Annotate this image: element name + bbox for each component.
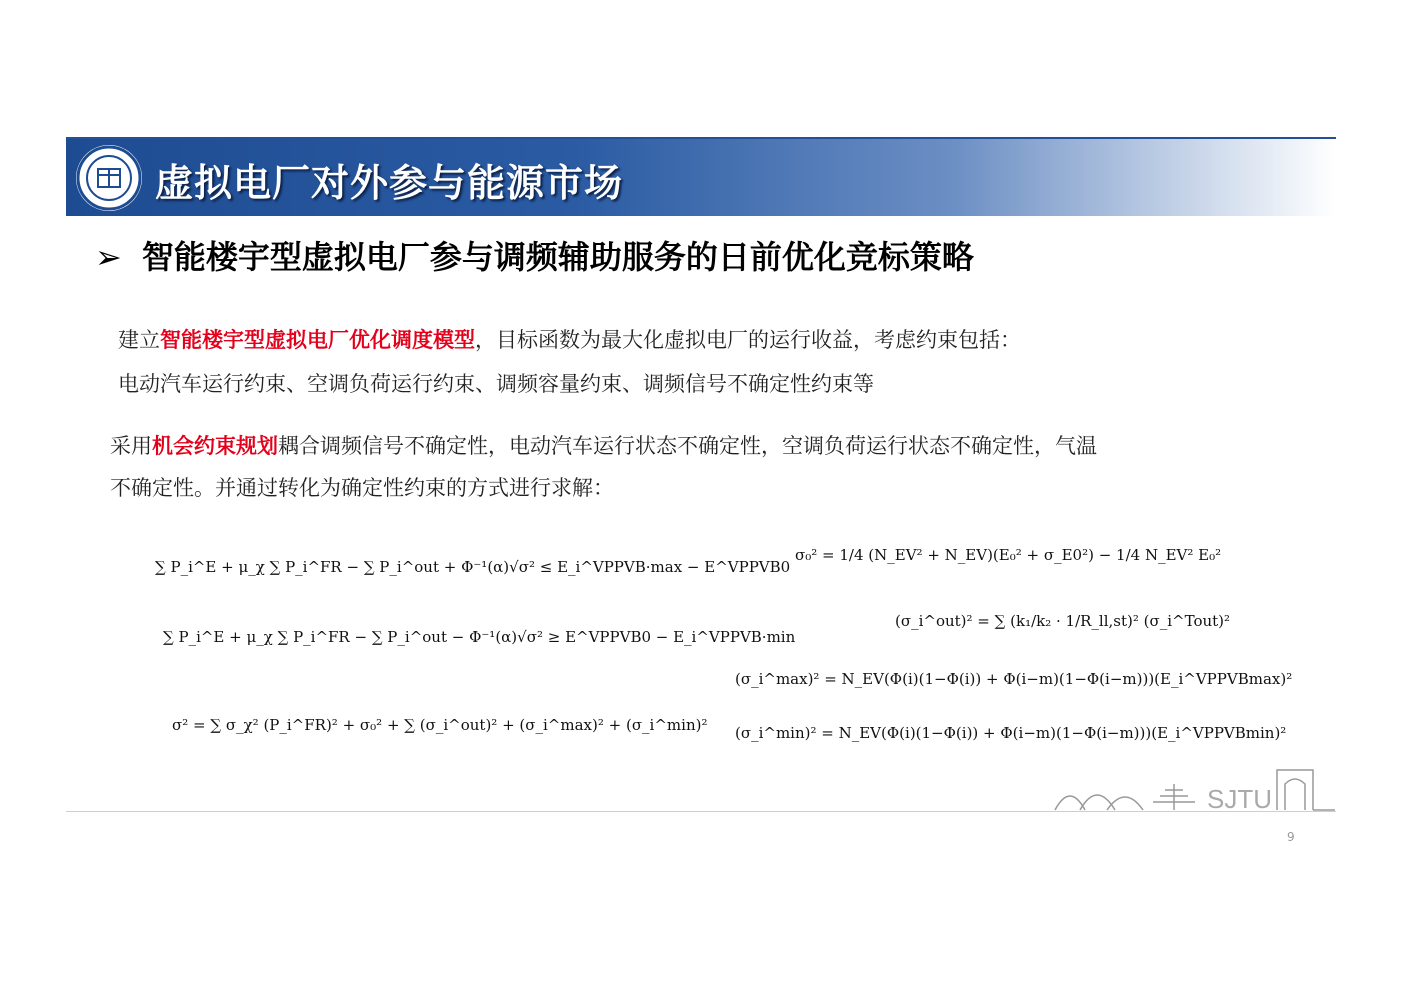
paragraph-method <box>110 426 1097 508</box>
equation-right-4: (σ_i^min)² = N_EV(Φ(i)(1−Φ(i)) + Φ(i−m)(1−Φ(i−m)))(E_i^VPPVBmin)² <box>735 724 1287 742</box>
paragraph-model-line2: 电动汽车运行约束、空调负荷运行约束、调频容量约束、调频信号不确定性约束等 <box>118 372 874 396</box>
paragraph-model-line1 <box>118 320 1021 360</box>
page-title: 虚拟电厂对外参与能源市场 <box>155 161 624 205</box>
university-logo <box>76 145 142 211</box>
highlight-model-name: 智能楼宇型虚拟电厂优化调度模型 <box>160 328 475 352</box>
paragraph-method-line1 <box>110 426 1097 466</box>
page-number: 9 <box>1287 830 1295 844</box>
equation-right-1: σ₀² = 1/4 (N_EV² + N_EV)(E₀² + σ_E0²) − 1/4 N_EV² E₀² <box>795 546 1222 564</box>
paragraph-model <box>118 320 1021 404</box>
equation-left-1: ∑ P_i^E + μ_χ ∑ P_i^FR − ∑ P_i^out + Φ⁻¹(α)√σ² ≤ E_i^VPPVB·max − E^VPPVB0 <box>155 558 791 576</box>
highlight-method-name: 机会约束规划 <box>152 434 278 458</box>
paragraph-method-line2: 不确定性。并通过转化为确定性约束的方式进行求解： <box>110 476 614 500</box>
section-subtitle <box>95 232 974 278</box>
arrow-bullet-icon: ➢ <box>95 238 122 276</box>
equation-left-3: σ² = ∑ σ_χ² (P_i^FR)² + σ₀² + ∑ (σ_i^out)² + (σ_i^max)² + (σ_i^min)² <box>172 716 708 734</box>
sjtu-brand-text: SJTU <box>1207 784 1272 814</box>
text-prefix: 建立 <box>118 328 160 352</box>
equation-right-3: (σ_i^max)² = N_EV(Φ(i)(1−Φ(i)) + Φ(i−m)(1−Φ(i−m)))(E_i^VPPVBmax)² <box>735 670 1293 688</box>
text-prefix: 采用 <box>110 434 152 458</box>
text-suffix: 耦合调频信号不确定性，电动汽车运行状态不确定性，空调负荷运行状态不确定性，气温 <box>278 434 1097 458</box>
subtitle-text: 智能楼宇型虚拟电厂参与调频辅助服务的日前优化竞标策略 <box>141 238 974 276</box>
equation-right-2: (σ_i^out)² = ∑ (k₁/k₂ · 1/R_ll,st)² (σ_i^Tout)² <box>895 612 1231 630</box>
sjtu-skyline-logo <box>1045 762 1337 818</box>
text-suffix: ，目标函数为最大化虚拟电厂的运行收益，考虑约束包括： <box>475 328 1021 352</box>
equation-left-2: ∑ P_i^E + μ_χ ∑ P_i^FR − ∑ P_i^out − Φ⁻¹(α)√σ² ≥ E^VPPVB0 − E_i^VPPVB·min <box>163 628 796 646</box>
